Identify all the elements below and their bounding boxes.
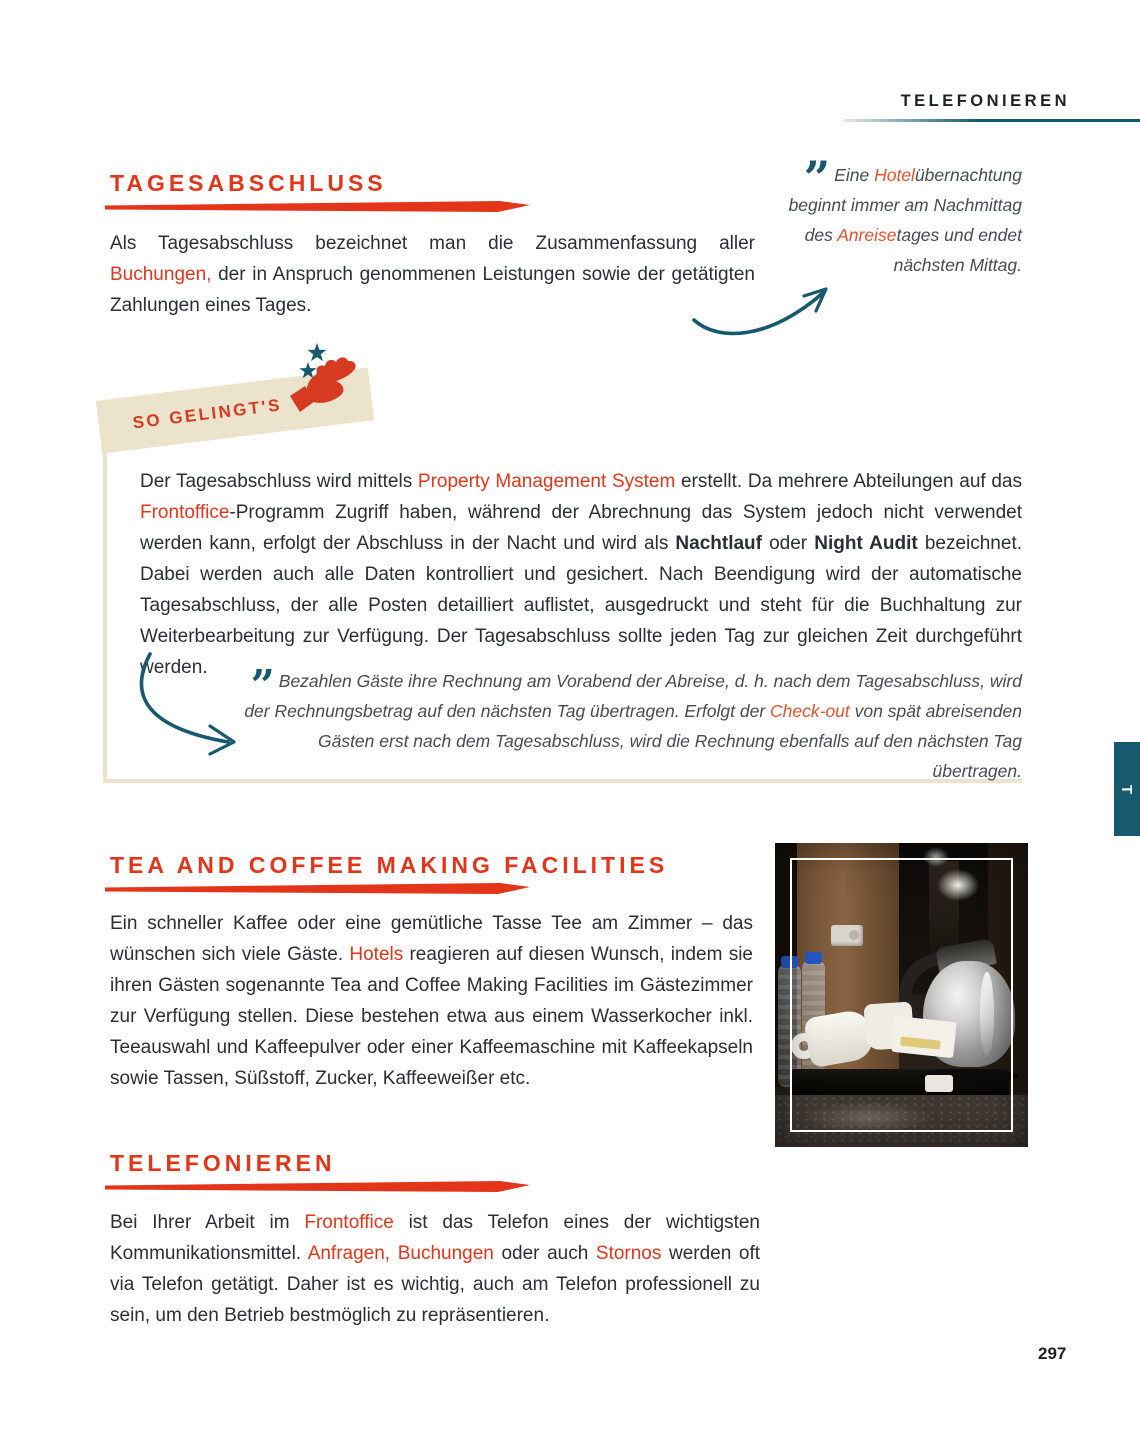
paragraph-tea-and-coffee: Ein schneller Kaffee oder eine gemütliche Tasse Tee am Zimmer – das wünschen sich viele Gäste. Hotels reagieren auf diesen Wunsch, indem sie ihren Gästen sogenannte Tea and Coffee Making Facilities im Gästezimmer zur Verfügung stellen. Diese bestehen etwa aus einem Wasserkocher inkl. Teeauswahl und Kaffeepulver oder einer Kaffeemaschine mit Kaffeekapseln sowie Tassen, Süßstoff, Zucker, Kaffeeweißer etc. — [110, 913, 753, 1089]
thumb-tab — [1114, 742, 1140, 836]
info-box-paragraph: Der Tagesabschluss wird mittels Property Management System erstellt. Da mehrere Abteilungen auf das Frontoffice-Programm Zugriff haben, während der Abrechnung das System jedoch nicht verwendet werden kann, erfolgt der Abschluss in der Nacht und wird als Nachtlauf oder Night Audit bezeichnet. Dabei werden auch alle Daten kontrolliert und gesichert. Nach Beendigung wird der automatische Tagesabschluss, der alle Posten detailliert auflistet, ausgedruckt und steht für die Buchhaltung zur Weiterbearbeitung zur Verfügung. Der Tagesabschluss sollte jeden Tag zur gleichen Zeit durchgeführt werden. — [140, 471, 1022, 678]
heading-telefonieren: TELEFONIEREN — [110, 1150, 336, 1176]
hand-palm — [307, 357, 356, 403]
running-header-rule — [843, 119, 1140, 122]
tea-coffee-photo — [775, 843, 1028, 1147]
margin-quote-text: Eine Hotelübernachtung beginnt immer am Nachmittag des Anreisetages und endet nächsten Mittag. — [788, 165, 1022, 275]
running-header: TELEFONIEREN — [900, 92, 1070, 110]
service-hand-icon — [284, 336, 368, 422]
curved-arrow-icon — [688, 266, 850, 348]
quote-icon: ” — [803, 151, 828, 205]
info-box-quote — [230, 661, 1022, 786]
quote-icon: ” — [250, 661, 272, 710]
curved-arrow-icon — [128, 650, 280, 760]
heading-tagesabschluss: TAGESABSCHLUSS — [110, 170, 387, 196]
heading-underline-swoosh — [105, 1181, 530, 1193]
heading-underline-swoosh — [105, 201, 530, 213]
paragraph-tagesabschluss: Als Tagesabschluss bezeichnet man die Zusammenfassung aller Buchungen, der in Anspruch genommenen Leistungen sowie der getätigten Zahlungen eines Tages. — [110, 233, 755, 316]
thumb-tab-letter: T — [1118, 784, 1136, 794]
so-gelingts-label: SO GELINGT'S — [131, 395, 284, 433]
page-number: 297 — [1038, 1344, 1067, 1363]
paragraph-telefonieren: Bei Ihrer Arbeit im Frontoffice ist das Telefon eines der wichtigsten Kommunikationsmittel. Anfragen, Buchungen oder auch Stornos werden oft via Telefon getätigt. Daher ist es wichtig, auch am Telefon professionell zu sein, um den Betrieb bestmöglich zu repräsentieren. — [110, 1212, 761, 1326]
info-box-quote-text: Bezahlen Gäste ihre Rechnung am Vorabend der Abreise, d. h. nach dem Tagesabschluss, wird der Rechnungsbetrag auf den nächsten Tag übertragen. Erfolgt der Check-out von spät abreisenden Gästen erst nach dem Tagesabschluss, wird die Rechnung ebenfalls auf den nächsten Tag übertragen. — [244, 671, 1022, 781]
margin-quote — [770, 151, 1022, 280]
photo-inner-frame — [790, 858, 1013, 1132]
heading-tea-and-coffee: TEA AND COFFEE MAKING FACILITIES — [110, 852, 669, 878]
heading-underline-swoosh — [105, 883, 530, 895]
info-box-border-left — [103, 436, 107, 783]
